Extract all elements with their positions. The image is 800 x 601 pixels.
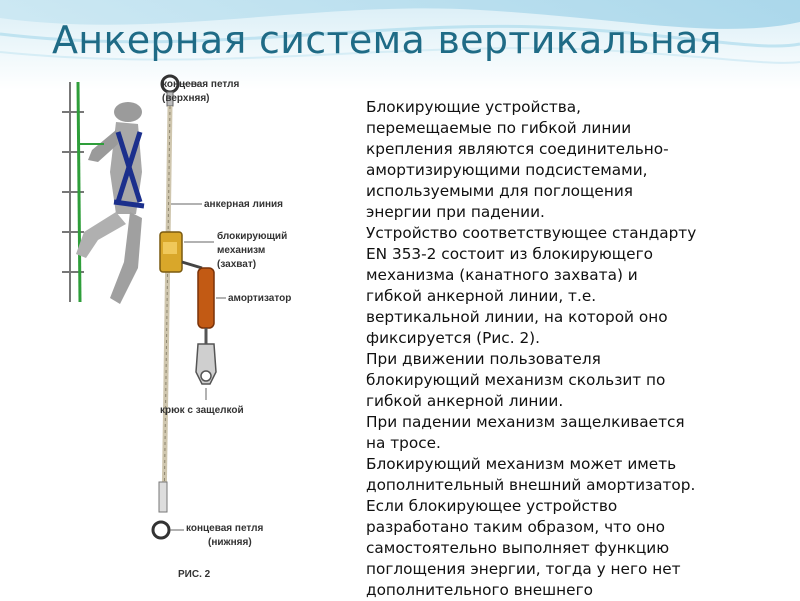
text-line: При движении пользователя — [366, 350, 601, 368]
label-bottom-loop-note: (нижняя) — [208, 537, 252, 548]
figure-panel — [40, 72, 320, 600]
helmet — [114, 102, 142, 122]
text-line: используемыми для поглощения — [366, 182, 633, 200]
text-line: вертикальной линии, на которой оно — [366, 308, 668, 326]
text-line: EN 353-2 состоит из блокирующего — [366, 245, 653, 263]
text-line: амортизирующими подсистемами, — [366, 161, 648, 179]
ladder-rope — [78, 82, 80, 302]
label-locking-3: (захват) — [217, 259, 257, 270]
label-anchor-line: анкерная линия — [204, 199, 284, 210]
shock-absorber — [198, 268, 214, 344]
text-line: поглощения энергии, тогда у него нет — [366, 560, 681, 578]
label-absorber: амортизатор — [228, 293, 292, 304]
label-locking-1: блокирующий — [217, 231, 288, 242]
label-bottom-loop: концевая петля — [186, 523, 264, 534]
text-line: Если блокирующее устройство — [366, 497, 618, 515]
text-line: блокирующий механизм скользит по — [366, 371, 666, 389]
worker-figure — [62, 82, 144, 304]
text-line: крепления являются соединительно- — [366, 140, 669, 158]
locking-device — [160, 232, 202, 272]
text-line: гибкой анкерной линии. — [366, 392, 564, 410]
text-line: дополнительный внешний амортизатор. — [366, 476, 696, 494]
text-line: фиксируется (Рис. 2). — [366, 329, 541, 347]
label-top-loop: концевая петля — [162, 79, 240, 90]
label-top-loop-note: (верхняя) — [162, 93, 210, 104]
text-line: энергии при падении. — [366, 203, 545, 221]
snap-hook — [196, 344, 216, 384]
anchor-rope — [153, 76, 178, 538]
label-snap-hook: крюк с защелкой — [160, 405, 244, 416]
label-locking-2: механизм — [217, 245, 266, 256]
text-line: Блокирующие устройства, — [366, 98, 582, 116]
anchor-system-illustration — [40, 72, 320, 600]
body-text — [366, 97, 766, 601]
text-line: При падении механизм защелкивается — [366, 413, 685, 431]
text-line: гибкой анкерной линии, т.е. — [366, 287, 597, 305]
text-line: механизма (канатного захвата) и — [366, 266, 638, 284]
text-line: дополнительного внешнего — [366, 581, 593, 599]
bottom-loop — [153, 522, 169, 538]
figure-caption: РИС. 2 — [178, 569, 211, 580]
text-line: Блокирующий механизм может иметь — [366, 455, 677, 473]
text-line: Устройство соответствующее стандарту — [366, 224, 697, 242]
text-line: на тросе. — [366, 434, 441, 452]
text-line: самостоятельно выполняет функцию — [366, 539, 670, 557]
text-line: разработано таким образом, что оно — [366, 518, 665, 536]
slide-title: Анкерная система вертикальная — [52, 18, 722, 62]
text-line: перемещаемые по гибкой линии — [366, 119, 632, 137]
